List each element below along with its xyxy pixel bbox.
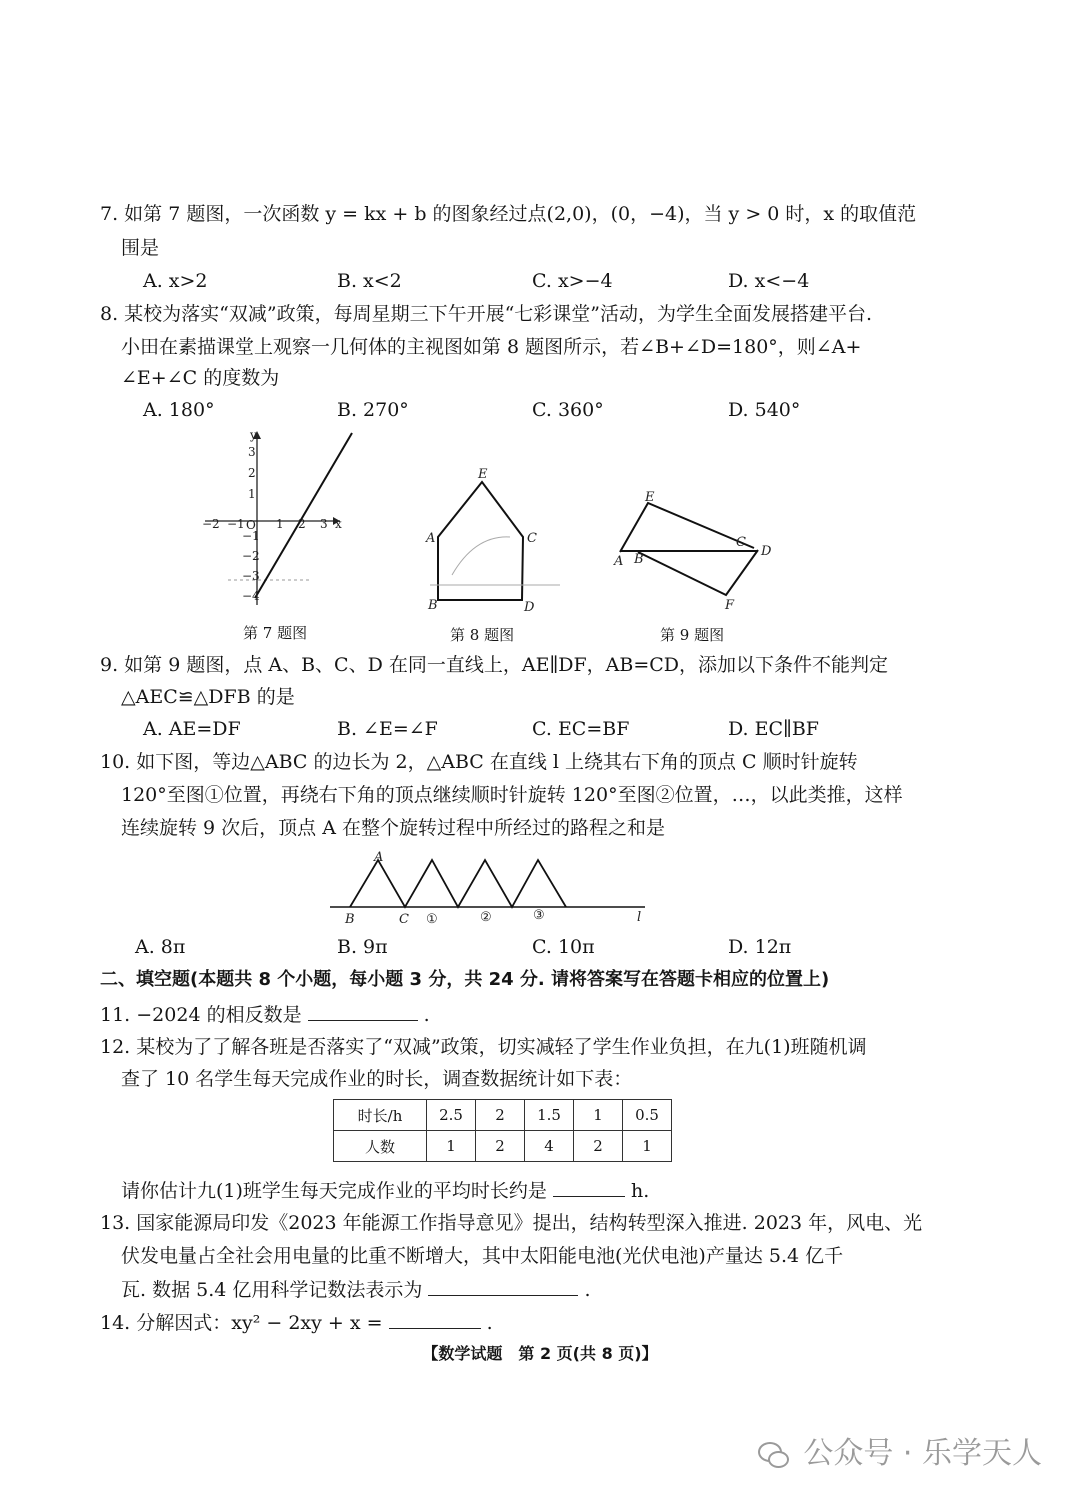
q10-option-b: B. 9π <box>337 936 388 958</box>
fig8-label-a: A <box>426 531 436 546</box>
table-cell: 1 <box>574 1100 623 1131</box>
fig9-label-f: F <box>725 598 735 613</box>
q12-line1: 12. 某校为了了解各班是否落实了“双减”政策，切实减轻了学生作业负担，在九(1)班随机调 <box>100 1036 867 1058</box>
q10-label-a: A <box>374 850 384 865</box>
fig7-ytick: 2 <box>248 466 256 480</box>
q7-option-a: A. x>2 <box>143 270 208 292</box>
q8-option-b: B. 270° <box>337 399 409 421</box>
q11-end: . <box>423 1004 430 1026</box>
fig9-caption: 第 9 题图 <box>660 626 725 644</box>
q12-line3 <box>121 1178 649 1203</box>
fig7-ytick: −4 <box>242 589 260 603</box>
q9-line1: 9. 如第 9 题图，点 A、B、C、D 在同一直线上，AE∥DF，AB=CD，添加以下条件不能判定 <box>100 654 889 676</box>
table-cell: 2 <box>574 1131 623 1162</box>
table-header-cell: 人数 <box>334 1131 427 1162</box>
fig9-figure <box>613 490 772 613</box>
q10-option-a: A. 8π <box>135 936 186 958</box>
table-cell: 4 <box>525 1131 574 1162</box>
fig9-label-c: C <box>736 535 746 550</box>
fig7-ytick: −2 <box>242 549 260 563</box>
q12-data-table <box>333 1099 672 1162</box>
q13-question: 瓦. 数据 5.4 亿用科学记数法表示为 <box>121 1279 423 1301</box>
q14-answer-blank[interactable] <box>389 1310 481 1329</box>
fig8-label-b: B <box>428 598 438 613</box>
q11-line <box>100 1002 430 1027</box>
q10-label-pos2: ② <box>480 910 492 925</box>
q8-option-d: D. 540° <box>728 399 801 421</box>
q10-label-l: l <box>637 910 642 925</box>
q13-end: . <box>584 1279 591 1301</box>
fig7-x-label: x <box>335 517 342 531</box>
q11-text: 11. −2024 的相反数是 <box>100 1004 302 1026</box>
table-cell: 2.5 <box>427 1100 476 1131</box>
q13-line1: 13. 国家能源局印发《2023 年能源工作指导意见》提出，结构转型深入推进. 2023 年，风电、光 <box>100 1212 923 1234</box>
fig9-label-a: A <box>614 554 624 569</box>
q11-answer-blank[interactable] <box>308 1002 418 1021</box>
q8-option-c: C. 360° <box>532 399 604 421</box>
fig8-pentagon <box>425 467 560 615</box>
q13-line2: 伏发电量占全社会用电量的比重不断增大，其中太阳能电池(光伏电池)产量达 5.4 亿千 <box>121 1245 844 1267</box>
table-cell: 2 <box>476 1100 525 1131</box>
q8-line1: 8. 某校为落实“双减”政策，每周星期三下午开展“七彩课堂”活动，为学生全面发展搭建平台. <box>100 303 873 325</box>
fig7-xtick: 1 <box>276 517 284 531</box>
wechat-icon <box>758 1442 788 1468</box>
q12-line2: 查了 10 名学生每天完成作业的时长，调查数据统计如下表： <box>121 1068 633 1090</box>
fig7-xtick: 3 <box>320 517 328 531</box>
watermark-text: 公众号 · 乐学天人 <box>803 1436 1042 1471</box>
fig7-xtick: 2 <box>298 517 306 531</box>
q8-line3: ∠E+∠C 的度数为 <box>121 367 280 389</box>
fig7-ytick: 3 <box>248 445 256 459</box>
watermark <box>758 1428 1042 1472</box>
table-header-cell: 时长/h <box>334 1100 427 1131</box>
fig9-label-b: B <box>634 552 644 567</box>
fig8-caption: 第 8 题图 <box>450 626 515 644</box>
fig7-ytick: −3 <box>242 569 260 583</box>
q10-line1: 10. 如下图，等边△ABC 的边长为 2，△ABC 在直线 l 上绕其右下角的顶点 C 顺时针旋转 <box>100 751 858 773</box>
table-cell: 1.5 <box>525 1100 574 1131</box>
fig7-xtick: −2 <box>202 517 220 531</box>
q14-line <box>100 1310 493 1335</box>
fig8-label-c: C <box>527 531 537 546</box>
q10-label-c: C <box>399 912 409 927</box>
q9-option-a: A. AE=DF <box>143 718 241 740</box>
table-cell: 1 <box>623 1131 672 1162</box>
q10-rotation-figure <box>325 845 665 927</box>
q10-option-c: C. 10π <box>532 936 595 958</box>
section2-heading: 二、填空题(本题共 8 个小题，每小题 3 分，共 24 分. 请将答案写在答题卡相应的位置上) <box>100 969 830 990</box>
q12-question: 请你估计九(1)班学生每天完成作业的平均时长约是 <box>121 1180 547 1202</box>
q12-answer-blank[interactable] <box>553 1178 625 1197</box>
figures-row <box>190 425 810 650</box>
q10-label-b: B <box>345 912 355 927</box>
q14-end: . <box>486 1312 493 1334</box>
q7-option-c: C. x>−4 <box>532 270 613 292</box>
q10-label-pos1: ① <box>426 912 438 927</box>
fig7-caption: 第 7 题图 <box>243 624 308 642</box>
page-footer: 【数学试题 第 2 页(共 8 页)】 <box>422 1344 658 1363</box>
table-cell: 2 <box>476 1131 525 1162</box>
q7-option-b: B. x<2 <box>337 270 402 292</box>
q10-line2: 120°至图①位置，再绕右下角的顶点继续顺时针旋转 120°至图②位置，…，以此类推，这样 <box>121 784 903 806</box>
fig9-label-e: E <box>645 490 655 505</box>
fig7-xtick: −1 <box>227 517 245 531</box>
fig7-ytick: 1 <box>248 487 256 501</box>
fig7-origin: O <box>246 518 256 532</box>
q9-option-c: C. EC=BF <box>532 718 630 740</box>
table-row <box>334 1131 672 1162</box>
q7-line1: 7. 如第 7 题图，一次函数 y = kx + b 的图象经过点(2,0)，(0，−4)，当 y > 0 时，x 的取值范 <box>100 203 917 225</box>
table-cell: 0.5 <box>623 1100 672 1131</box>
fig8-label-e: E <box>478 467 488 482</box>
q9-line2: △AEC≌△DFB 的是 <box>121 686 295 708</box>
q7-option-d: D. x<−4 <box>728 270 810 292</box>
fig7-y-label: y <box>250 428 257 442</box>
q13-answer-blank[interactable] <box>428 1277 578 1296</box>
table-row <box>334 1100 672 1131</box>
q14-text: 14. 分解因式：xy² − 2xy + x = <box>100 1312 383 1334</box>
q8-option-a: A. 180° <box>143 399 215 421</box>
table-cell: 1 <box>427 1131 476 1162</box>
q10-option-d: D. 12π <box>728 936 792 958</box>
fig7-graph <box>202 428 352 605</box>
q9-option-d: D. EC∥BF <box>728 718 819 740</box>
fig8-label-d: D <box>524 600 535 615</box>
q13-line3 <box>121 1277 591 1302</box>
q7-line2: 围是 <box>121 237 160 259</box>
q12-end: h. <box>631 1180 650 1202</box>
q9-option-b: B. ∠E=∠F <box>337 718 438 740</box>
fig9-label-d: D <box>761 544 772 559</box>
q10-line3: 连续旋转 9 次后，顶点 A 在整个旋转过程中所经过的路程之和是 <box>121 817 665 839</box>
q8-line2: 小田在素描课堂上观察一几何体的主视图如第 8 题图所示，若∠B+∠D=180°，则∠A+ <box>121 336 862 358</box>
fig7-ytick: −1 <box>242 529 260 543</box>
q10-label-pos3: ③ <box>533 908 545 923</box>
